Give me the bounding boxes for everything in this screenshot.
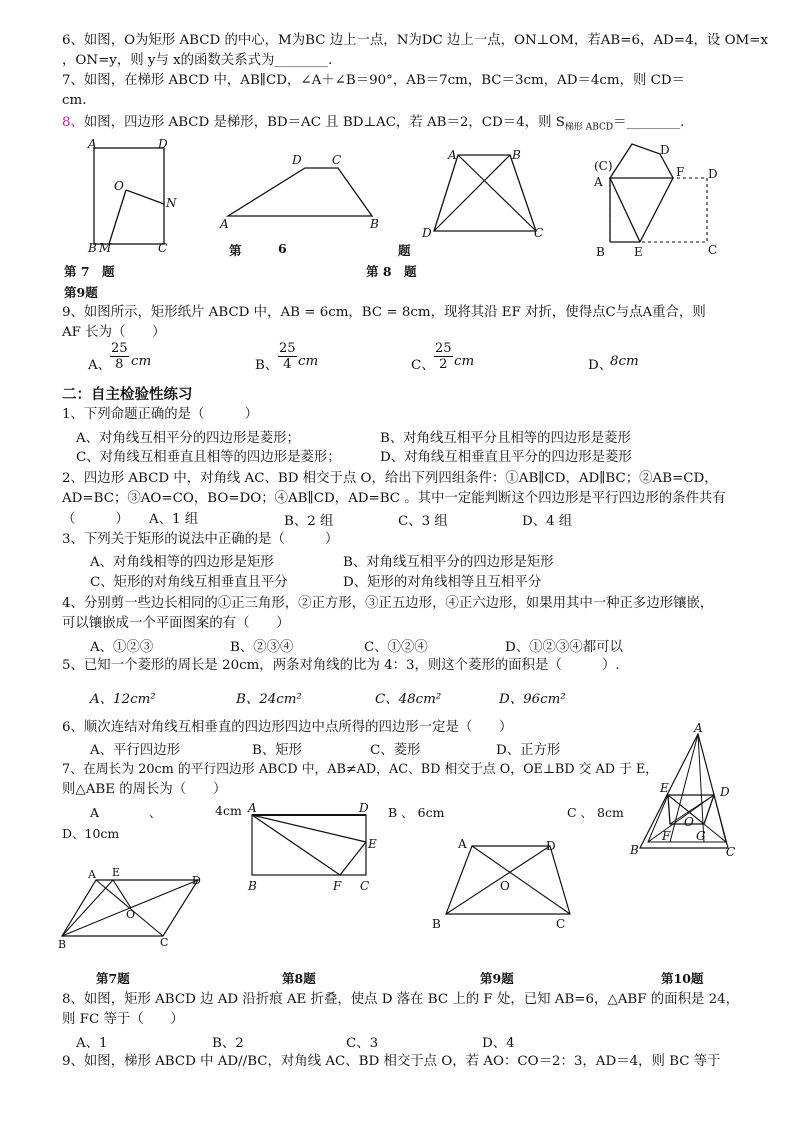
- figure-rectangle-omn: [86, 137, 186, 255]
- figure-trapezoid-diagonals: [418, 145, 548, 245]
- label-c: C: [708, 243, 718, 257]
- label-d: D: [158, 137, 168, 151]
- caption-fig-6a: 第: [229, 243, 242, 258]
- p2-q6: 6、顺次连结对角线互相垂直的四边形四边中点所得的四边形一定是（ ）: [62, 720, 513, 735]
- p2-q5-option-c: C、48cm²: [375, 692, 442, 707]
- caption-p2-fig-9: 第9题: [480, 971, 514, 986]
- label-c: C: [360, 879, 370, 893]
- p2-q6-option-a: A、平行四边形: [90, 743, 181, 758]
- p2-q4-option-d: D、①②③④都可以: [505, 640, 623, 655]
- label-d: D: [546, 839, 556, 853]
- caption-p2-fig-8: 第8题: [282, 971, 316, 986]
- label-c: C: [158, 241, 168, 255]
- label-e: E: [660, 781, 669, 795]
- q9-line2: AF 长为（ ）: [62, 325, 166, 340]
- caption-p2-fig-7: 第7题: [96, 971, 130, 986]
- figure-trapezoid-9: [428, 836, 588, 934]
- p2-q3: 3、下列关于矩形的说法中正确的是（ ）: [62, 532, 339, 547]
- label-d2: D: [708, 167, 718, 181]
- label-c: C: [160, 936, 169, 949]
- figure-folded-rectangle-8: [246, 800, 386, 895]
- figure-trapezoid: [220, 150, 390, 240]
- label-g: G: [696, 829, 706, 843]
- p2-q4-line2: 可以镶嵌成一个平面图案的有（ ）: [62, 616, 290, 631]
- q8-line: [62, 113, 684, 138]
- p2-q7-option-a: A 、: [90, 805, 162, 820]
- p2-q2-line3: （ ） A、1 组: [62, 512, 199, 527]
- p2-q7-option-d: D、10cm: [62, 826, 120, 841]
- caption-fig-8: 第 8 题: [366, 264, 417, 279]
- caption-fig-9: 第9题: [64, 285, 98, 300]
- label-f: F: [662, 829, 671, 843]
- q9-option-d-label: D、: [588, 358, 613, 373]
- p2-q4-option-c: C、①②④: [364, 640, 428, 655]
- q9-line1: 9、如图所示，矩形纸片 ABCD 中，AB = 6cm，BC = 8cm，现将其沿 EF 对折，使得点C与点A重合，则: [62, 305, 706, 320]
- p2-q1-option-c: C、对角线互相垂直且相等的四边形是菱形；: [76, 450, 341, 465]
- q9-option-a-label: A、: [88, 358, 112, 373]
- label-a: A: [248, 801, 257, 815]
- label-c: C: [726, 845, 736, 859]
- p2-q8-option-b: B、2: [212, 1036, 244, 1051]
- figure-triangle-10: [628, 721, 748, 859]
- section-title: 二：自主检验性练习: [62, 386, 193, 403]
- p2-q3-option-a: A、对角线相等的四边形是矩形: [90, 555, 274, 570]
- p2-q4-option-a: A、①②③: [90, 640, 154, 655]
- p2-q2-option-d: D、4 组: [522, 514, 573, 529]
- p2-q7-line1: 7、在周长为 20cm 的平行四边形 ABCD 中，AB≠AD，AC、BD 相交于点 O，OE⊥BD 交 AD 于 E，: [62, 762, 659, 777]
- q7-line2: cm.: [62, 93, 87, 108]
- label-a: A: [220, 217, 229, 231]
- label-b: B: [596, 245, 605, 259]
- label-a: A: [88, 868, 96, 881]
- label-d: D: [292, 153, 302, 167]
- figure-folded-rectangle: [590, 140, 730, 265]
- p2-q9: 9、如图，梯形 ABCD 中 AD//BC，对角线 AC、BD 相交于点 O，若 AO：CO＝2：3，AD＝4，则 BC 等于: [62, 1054, 721, 1069]
- q9-option-c-unit: cm: [454, 354, 475, 369]
- p2-q8-option-d: D、4: [482, 1036, 515, 1051]
- p2-q6-option-c: C、菱形: [370, 743, 421, 758]
- label-c-paren: (C): [594, 159, 613, 173]
- label-d: D: [422, 226, 432, 240]
- q8-text: 如图，四边形 ABCD 是梯形，BD＝AC 且 BD⊥AC，若 AB＝2，CD＝4，则 S: [83, 115, 565, 130]
- p2-q3-option-c: C、矩形的对角线互相垂直且平分: [90, 575, 288, 590]
- q7-line1: 7、如图，在梯形 ABCD 中，AB∥CD，∠A＋∠B＝90°，AB＝7cm，BC＝3cm，AD＝4cm，则 CD＝: [62, 73, 685, 88]
- p2-q8-option-a: A、1: [76, 1036, 108, 1051]
- label-e: E: [634, 245, 643, 259]
- label-e: E: [112, 866, 121, 879]
- caption-fig-7: 第 7 题: [64, 264, 115, 279]
- q9-option-a-fraction: $\frac{25}{8}$: [111, 341, 128, 372]
- q8-end: ＝________.: [613, 115, 685, 130]
- p2-q5-option-a: A、12cm²: [90, 692, 156, 707]
- q8-number: 8、: [62, 115, 84, 130]
- p2-q3-option-b: B、对角线互相平分的四边形是矩形: [343, 555, 554, 570]
- p2-q6-option-d: D、正方形: [496, 743, 561, 758]
- p2-q5-option-b: B、24cm²: [236, 692, 302, 707]
- label-a: A: [694, 721, 703, 735]
- p2-q1-option-b: B、对角线互相平分且相等的四边形是菱形: [380, 431, 631, 446]
- label-e: E: [368, 837, 377, 851]
- p2-q1: 1、下列命题正确的是（ ）: [62, 407, 258, 422]
- caption-p2-fig-10: 第10题: [661, 971, 704, 986]
- q9-option-c-label: C、: [411, 358, 435, 373]
- label-b: B: [58, 938, 67, 951]
- p2-q8-line1: 8、如图，矩形 ABCD 边 AD 沿折痕 AE 折叠，使点 D 落在 BC 上的 F 处，已知 AB=6，△ABF 的面积是 24，: [62, 992, 740, 1007]
- label-d: D: [192, 874, 201, 887]
- label-b: B: [248, 879, 257, 893]
- label-o: O: [684, 815, 694, 829]
- q6-line2: ，ON=y，则 y与 x的函数关系式为________.: [62, 53, 333, 68]
- p2-q3-option-d: D、矩形的对角线相等且互相平分: [343, 575, 542, 590]
- label-o: O: [500, 879, 510, 893]
- label-c: C: [556, 917, 566, 931]
- p2-q7-option-b: B 、 6cm: [388, 805, 445, 820]
- label-c: C: [332, 153, 342, 167]
- figure-parallelogram-7: [58, 866, 208, 951]
- label-a: A: [88, 137, 97, 151]
- p2-q2-option-c: C、3 组: [398, 514, 448, 529]
- label-d: D: [359, 801, 369, 815]
- label-n: N: [166, 196, 177, 210]
- label-o: O: [114, 179, 124, 193]
- label-b: B: [512, 148, 521, 162]
- caption-fig-6b: 6: [278, 241, 287, 256]
- q9-option-a-unit: cm: [131, 354, 152, 369]
- p2-q5-option-d: D、96cm²: [499, 692, 566, 707]
- label-o: O: [126, 908, 136, 921]
- p2-q8-option-c: C、3: [346, 1036, 379, 1051]
- label-f: F: [333, 879, 342, 893]
- q9-option-b-label: B、: [255, 358, 279, 373]
- label-b: B: [88, 241, 97, 255]
- q6-line1: 6、如图，O为矩形 ABCD 的中心，M为BC 边上一点，N为DC 边上一点，ON⊥OM，若AB=6，AD=4，设 OM=x: [62, 33, 769, 48]
- p2-q4-option-b: B、②③④: [230, 640, 294, 655]
- p2-q5: 5、已知一个菱形的周长是 20cm，两条对角线的比为 4：3，则这个菱形的面积是（ ）.: [62, 658, 620, 673]
- p2-q7-option-c: C 、 8cm: [567, 805, 624, 820]
- q8-subscript: 梯形 ABCD: [564, 122, 614, 133]
- label-b: B: [432, 917, 441, 931]
- caption-fig-6c: 题: [398, 243, 411, 258]
- q9-option-c-fraction: $\frac{25}{2}$: [435, 341, 452, 372]
- p2-q1-option-a: A、对角线互相平分的四边形是菱形；: [76, 431, 300, 446]
- label-a: A: [458, 837, 467, 851]
- label-a: A: [594, 175, 603, 189]
- q9-option-b-unit: cm: [298, 354, 319, 369]
- label-m: M: [99, 241, 112, 255]
- label-b: B: [370, 217, 379, 231]
- label-f: F: [676, 165, 685, 179]
- p2-q2-line1: 2、四边形 ABCD 中，对角线 AC、BD 相交于点 O，给出下列四组条件：①AB∥CD，AD∥BC；②AB=CD，: [62, 471, 718, 486]
- label-b: B: [630, 843, 639, 857]
- p2-q2-line2: AD=BC；③AO=CO，BO=DO；④AB∥CD，AD=BC 。其中一定能判断这个四边形是平行四边形的条件共有: [62, 491, 726, 506]
- label-c: C: [534, 226, 544, 240]
- label-d: D: [660, 143, 670, 157]
- q9-option-d-value: 8cm: [610, 354, 639, 369]
- q9-option-b-fraction: $\frac{25}{4}$: [279, 341, 296, 372]
- label-a: A: [448, 148, 457, 162]
- p2-q7-line2: 则△ABE 的周长为（ ）: [62, 782, 227, 797]
- p2-q8-line2: 则 FC 等于（ ）: [62, 1012, 184, 1027]
- p2-q2-option-b: B、2 组: [284, 514, 334, 529]
- label-d: D: [720, 785, 730, 799]
- p2-q6-option-b: B、矩形: [252, 743, 303, 758]
- p2-q1-option-d: D、对角线互相垂直且平分的四边形是菱形: [380, 450, 632, 465]
- p2-q4-line1: 4、分别剪一些边长相同的①正三角形，②正方形，③正五边形，④正六边形，如果用其中一种正多边形镶嵌，: [62, 596, 714, 611]
- p2-q7-option-a-value: 4cm: [215, 803, 242, 818]
